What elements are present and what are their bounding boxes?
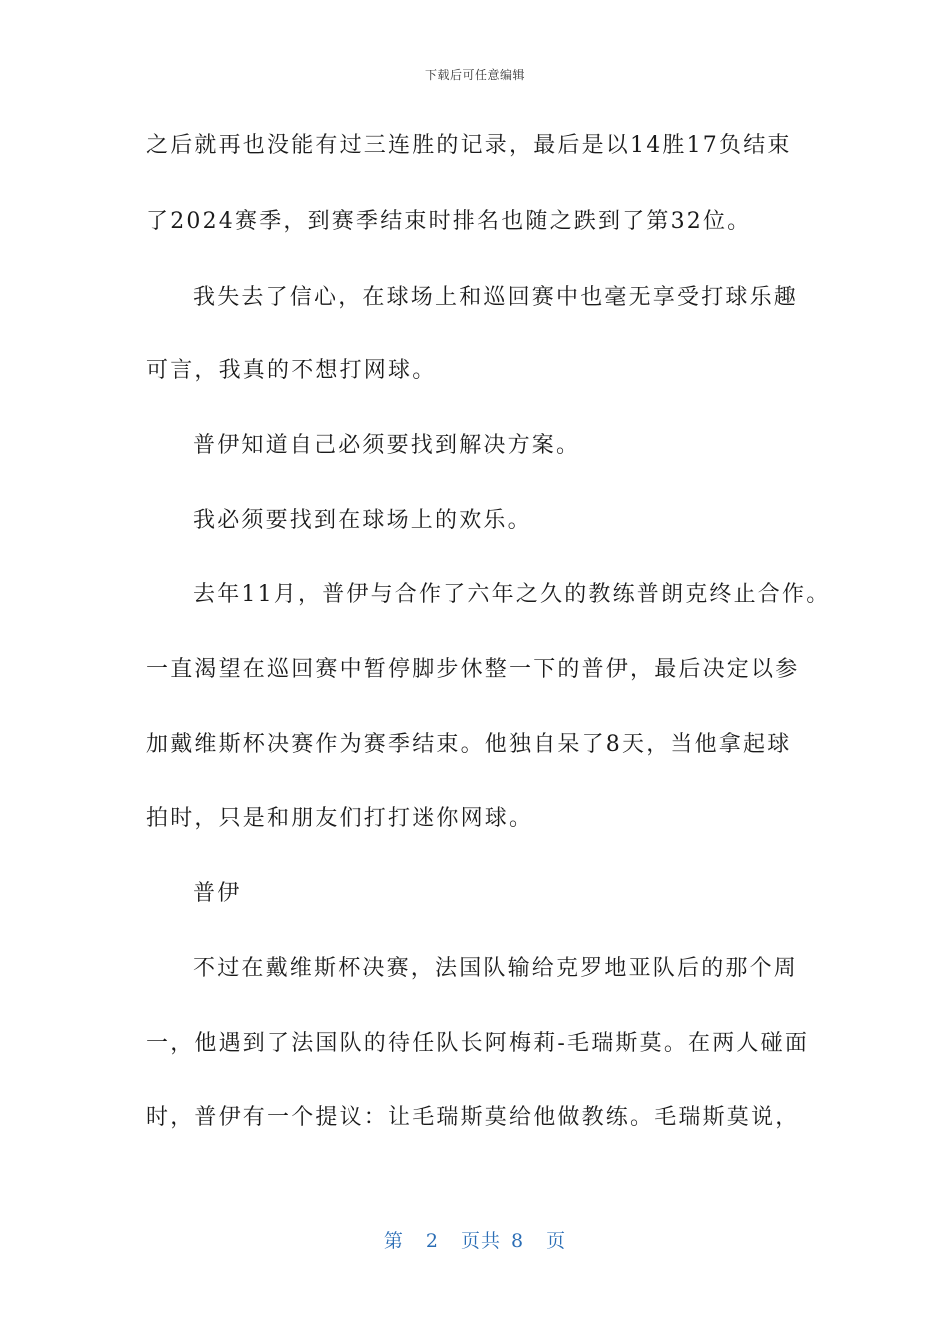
text-line-6: 我必须要找到在球场上的欢乐。 [193, 508, 532, 533]
text-line-14: 时，普伊有一个提议：让毛瑞斯莫给他做教练。毛瑞斯莫说， [146, 1105, 800, 1130]
text-line-2: 了2024赛季，到赛季结束时排名也随之跌到了第32位。 [146, 209, 752, 234]
text-line-11: 普伊 [193, 881, 242, 906]
page-header: 下载后可任意编辑 [424, 68, 525, 82]
page-prefix: 第 [383, 1230, 404, 1252]
text-line-5: 普伊知道自己必须要找到解决方案。 [193, 433, 581, 458]
text-line-1: 之后就再也没能有过三连胜的记录，最后是以14胜17负结束 [146, 133, 792, 158]
page-suffix: 页 [546, 1230, 567, 1252]
text-line-9: 加戴维斯杯决赛作为赛季结束。他独自呆了8天，当他拿起球 [146, 732, 792, 757]
total-pages-number: 8 [511, 1230, 525, 1252]
text-line-3: 我失去了信心，在球场上和巡回赛中也毫无享受打球乐趣 [193, 285, 799, 310]
page-middle: 页共 [460, 1230, 501, 1252]
text-line-10: 拍时，只是和朋友们打打迷你网球。 [146, 806, 534, 831]
text-line-12: 不过在戴维斯杯决赛，法国队输给克罗地亚队后的那个周 [193, 956, 799, 981]
current-page-number: 2 [425, 1230, 439, 1252]
page-footer [0, 1226, 950, 1253]
text-line-7: 去年11月，普伊与合作了六年之久的教练普朗克终止合作。 [193, 582, 831, 607]
text-line-4: 可言，我真的不想打网球。 [146, 358, 437, 383]
text-line-8: 一直渴望在巡回赛中暂停脚步休整一下的普伊，最后决定以参 [146, 657, 800, 682]
text-line-13: 一，他遇到了法国队的待任队长阿梅莉-毛瑞斯莫。在两人碰面 [146, 1031, 810, 1056]
